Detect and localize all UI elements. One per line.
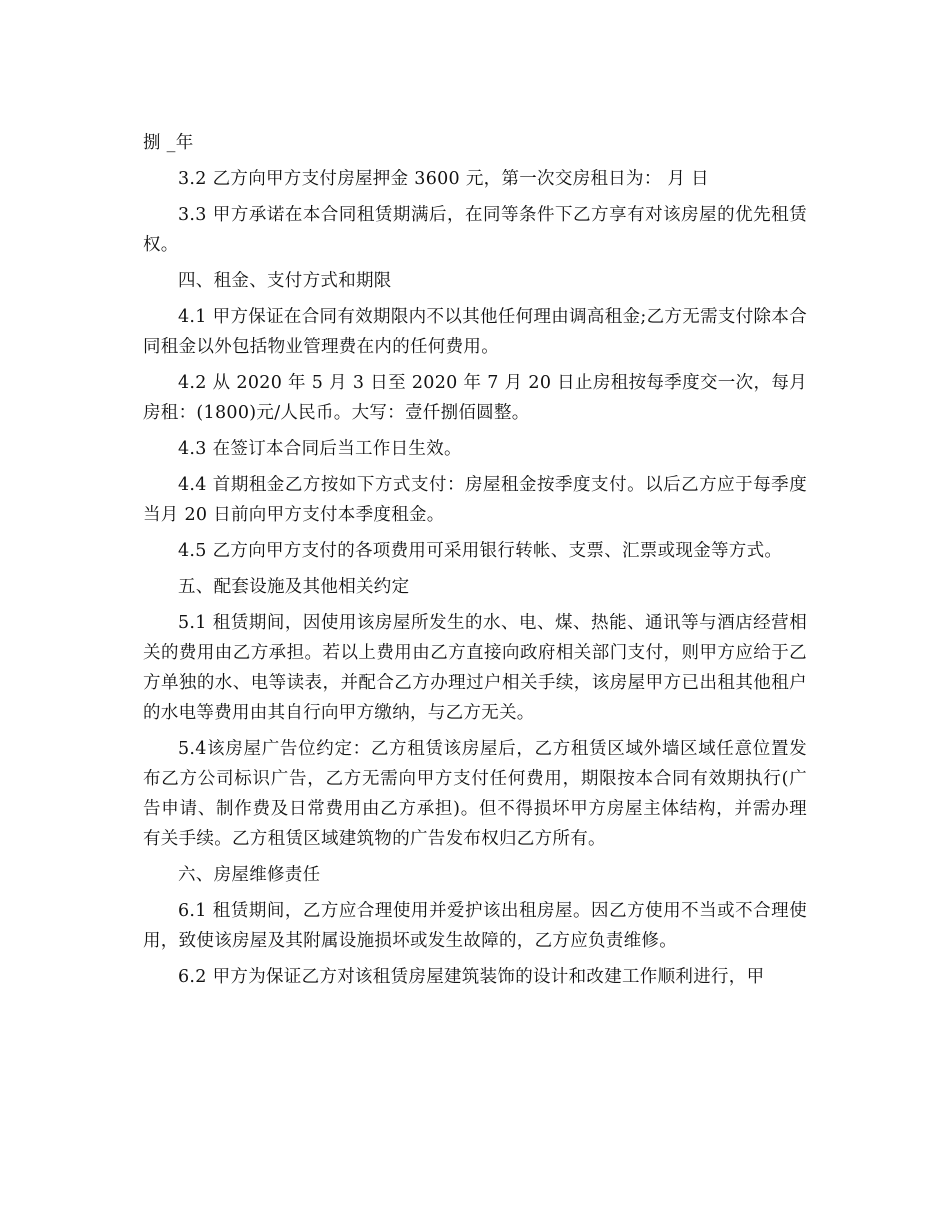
section-heading-4: 四、租金、支付方式和期限 [178,271,392,291]
clause-4-3: 4.3 在签订本合同后当工作日生效。 [178,439,462,459]
clause-5-4: 5.4该房屋广告位约定：乙方租赁该房屋后，乙方租赁区域外墙区域任意位置发布乙方公司标识广告，乙方无需向甲方支付任何费用，期限按本合同有效期执行(广告申请、制作费及日常费用由乙方承担)。但不得损坏甲方房屋主体结构，并需办理有关手续。乙方租赁区域建筑物的广告发布权归乙方所有。 [143,739,807,849]
paragraph-continuation: 捌 _年 [143,133,194,153]
clause-3-2: 3.2 乙方向甲方支付房屋押金 3600 元，第一次交房租日为： 月 日 [178,169,709,189]
clause-3-3: 3.3 甲方承诺在本合同租赁期满后，在同等条件下乙方享有对该房屋的优先租赁权。 [143,205,807,255]
section-heading-5: 五、配套设施及其他相关约定 [178,577,410,597]
clause-4-2: 4.2 从 2020 年 5 月 3 日至 2020 年 7 月 20 日止房租按每季度交一次，每月房租：(1800)元/人民币。大写：壹仟捌佰圆整。 [143,373,807,423]
clause-4-5: 4.5 乙方向甲方支付的各项费用可采用银行转帐、支票、汇票或现金等方式。 [178,541,783,561]
clause-4-1: 4.1 甲方保证在合同有效期限内不以其他任何理由调高租金;乙方无需支付除本合同租金以外包括物业管理费在内的任何费用。 [143,307,807,357]
section-heading-6: 六、房屋维修责任 [178,865,321,885]
clause-6-2: 6.2 甲方为保证乙方对该租赁房屋建筑装饰的设计和改建工作顺利进行，甲 [178,967,765,987]
document-body [143,128,807,998]
clause-4-4: 4.4 首期租金乙方按如下方式支付：房屋租金按季度支付。以后乙方应于每季度当月 20 日前向甲方支付本季度租金。 [143,475,807,525]
clause-5-1: 5.1 租赁期间，因使用该房屋所发生的水、电、煤、热能、通讯等与酒店经营相关的费用由乙方承担。若以上费用由乙方直接向政府相关部门支付，则甲方应给于乙方单独的水、电等读表，并配合乙方办理过户相关手续，该房屋甲方已出租其他租户的水电等费用由其自行向甲方缴纳，与乙方无关。 [143,613,807,723]
clause-6-1: 6.1 租赁期间，乙方应合理使用并爱护该出租房屋。因乙方使用不当或不合理使用，致使该房屋及其附属设施损坏或发生故障的，乙方应负责维修。 [143,901,807,951]
